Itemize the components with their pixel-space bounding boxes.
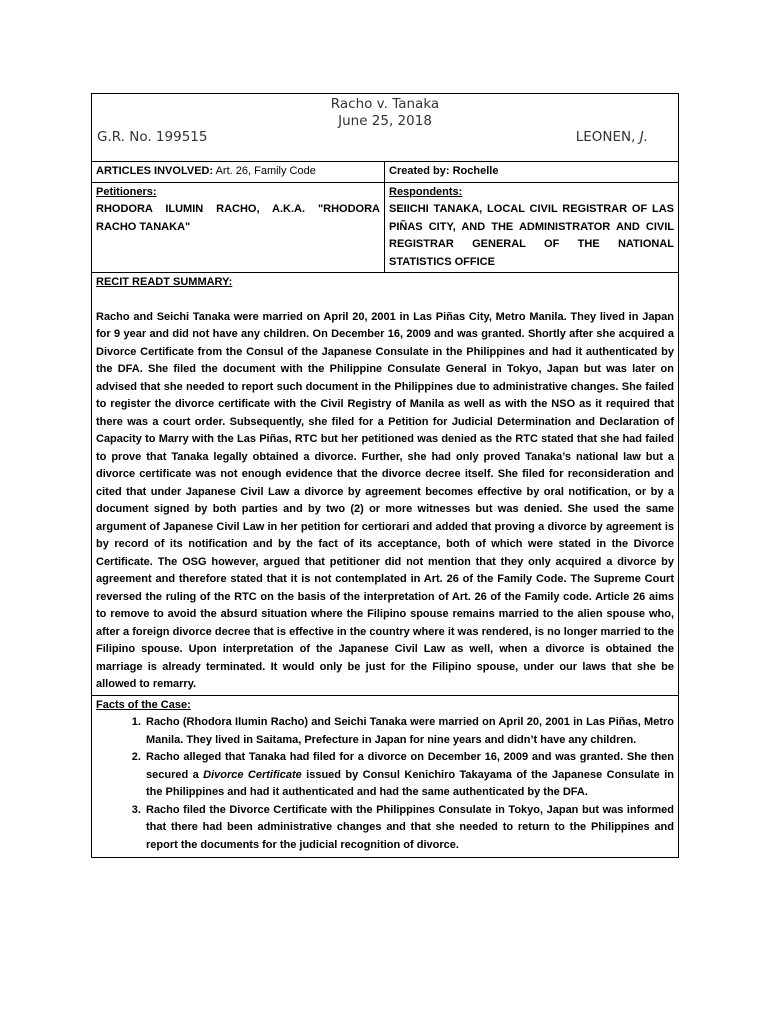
petitioners-label: Petitioners: [96, 185, 157, 198]
decision-date: June 25, 2018 [338, 113, 432, 129]
left-column [92, 162, 385, 272]
articles-label: ARTICLES INVOLVED: [96, 165, 214, 177]
ponente [576, 129, 648, 145]
ponente-name: LEONEN, [575, 129, 636, 145]
created-value: Rochelle [452, 165, 499, 177]
articles-value: Art. 26, Family Code [215, 165, 316, 177]
facts-heading: Facts of the Case: [96, 698, 191, 711]
summary-text: Racho and Seichi Tanaka were married on April 20, 2001 in Las Piñas City, Metro Manila. They lived in Japan for 9 year and did not have any children. On December 16, 2009 and was granted. Shortly after she acquired a Divorce Certificate from the Consul of the Japanese Consulate in the Philippines and had it authenticated by the DFA. She filed the document with the Philippine Consulate General in Tokyo, Japan but was later on advised that she needed to report such document in the Philippines due to administrative changes. She failed to register the divorce certificate with the Civil Registry of Manila as well as with the NSO as it required that there was a court order. Subsequently, she filed for a Petition for Judicial Determination and Declaration of Capacity to Marry with the Las Piñas, RTC but her petitioned was denied as the RTC stated that she had failed to prove that Tanaka legally obtained a divorce. Further, she had only proved Tanaka’s national law but a divorce certificate was not enough evidence that the divorce decree itself. She filed for reconsideration and cited that under Japanese Civil Law a divorce by agreement becomes effective by oral notification, or by a document signed by both parties and by two (2) or more witnesses but was denied. She used the same argument of Japanese Civil Law in her petition for certiorari and added that proving a divorce by agreement is by record of its notification and by the fact of its acceptance, both of which were stated in the Divorce Certificate. The OSG however, argued that petitioner did not mention that they only acquired a divorce by agreement and therefore stated that it is not contemplated in Art. 26 of the Family Code. The Supreme Court reversed the ruling of the RTC on the basis of the interpretation of Art. 26 of the Family code. Article 26 aims to remove to avoid the absurd situation where the Filipino spouse remains married to the alien spouse who, after a foreign divorce decree that is effective in the country where it was rendered, is no longer married to the Filipino spouse. Upon interpretation of the Japanese Civil Law as well, when a divorce is obtained the marriage is already terminated. It would only be just for the Filipino spouse, under our laws that she be allowed to remarry. [96, 310, 674, 690]
summary-heading: RECIT READT SUMMARY: [96, 276, 233, 288]
fact-item: 3. Racho filed the Divorce Certificate with the Philippines Consulate in Tokyo, Japan but was informed that there had been administrative changes and that she needed to return to the Philippines and report the documents for the judicial recognition of divorce. [144, 802, 674, 855]
articles-involved [92, 162, 384, 183]
fact-item: 1. Racho (Rhodora Ilumin Racho) and Seichi Tanaka were married on April 20, 2001 in Las Piñas, Metro Manila. They lived in Saitama, Prefecture in Japan for nine years and didn’t have any children. [144, 714, 674, 749]
respondents-label: Respondents: [389, 185, 463, 198]
respondents-value: SEIICHI TANAKA, LOCAL CIVIL REGISTRAR OF LAS PIÑAS CITY, AND THE ADMINISTRATOR AND CIVIL REGISTRAR GENERAL OF THE NATIONAL STATISTICS OFFICE [389, 203, 674, 268]
created-label: Created by: [389, 165, 450, 177]
recit-summary [92, 273, 678, 696]
case-title: Racho v. Tanaka [330, 96, 440, 112]
facts-of-the-case [92, 696, 678, 858]
fact-item: 2. Racho alleged that Tanaka had filed for a divorce on December 16, 2009 and was granted. She then secured a Divorce Certificate issued by Consul Kenichiro Takayama of the Japanese Consulate in the Philippines and had it authenticated and had the same authenticated by the DFA. [144, 749, 674, 802]
case-header [92, 94, 678, 162]
ponente-suffix: J. [639, 129, 648, 145]
case-info-grid [92, 162, 678, 273]
right-column [385, 162, 678, 272]
petitioners-value: RHODORA ILUMIN RACHO, A.K.A. "RHODORA RACHO TANAKA" [96, 203, 380, 233]
respondents-cell [385, 183, 678, 273]
created-by [385, 162, 678, 183]
facts-list [96, 714, 674, 854]
petitioners-cell [92, 183, 384, 238]
case-digest-table [91, 93, 679, 858]
gr-number: G.R. No. 199515 [97, 129, 208, 145]
